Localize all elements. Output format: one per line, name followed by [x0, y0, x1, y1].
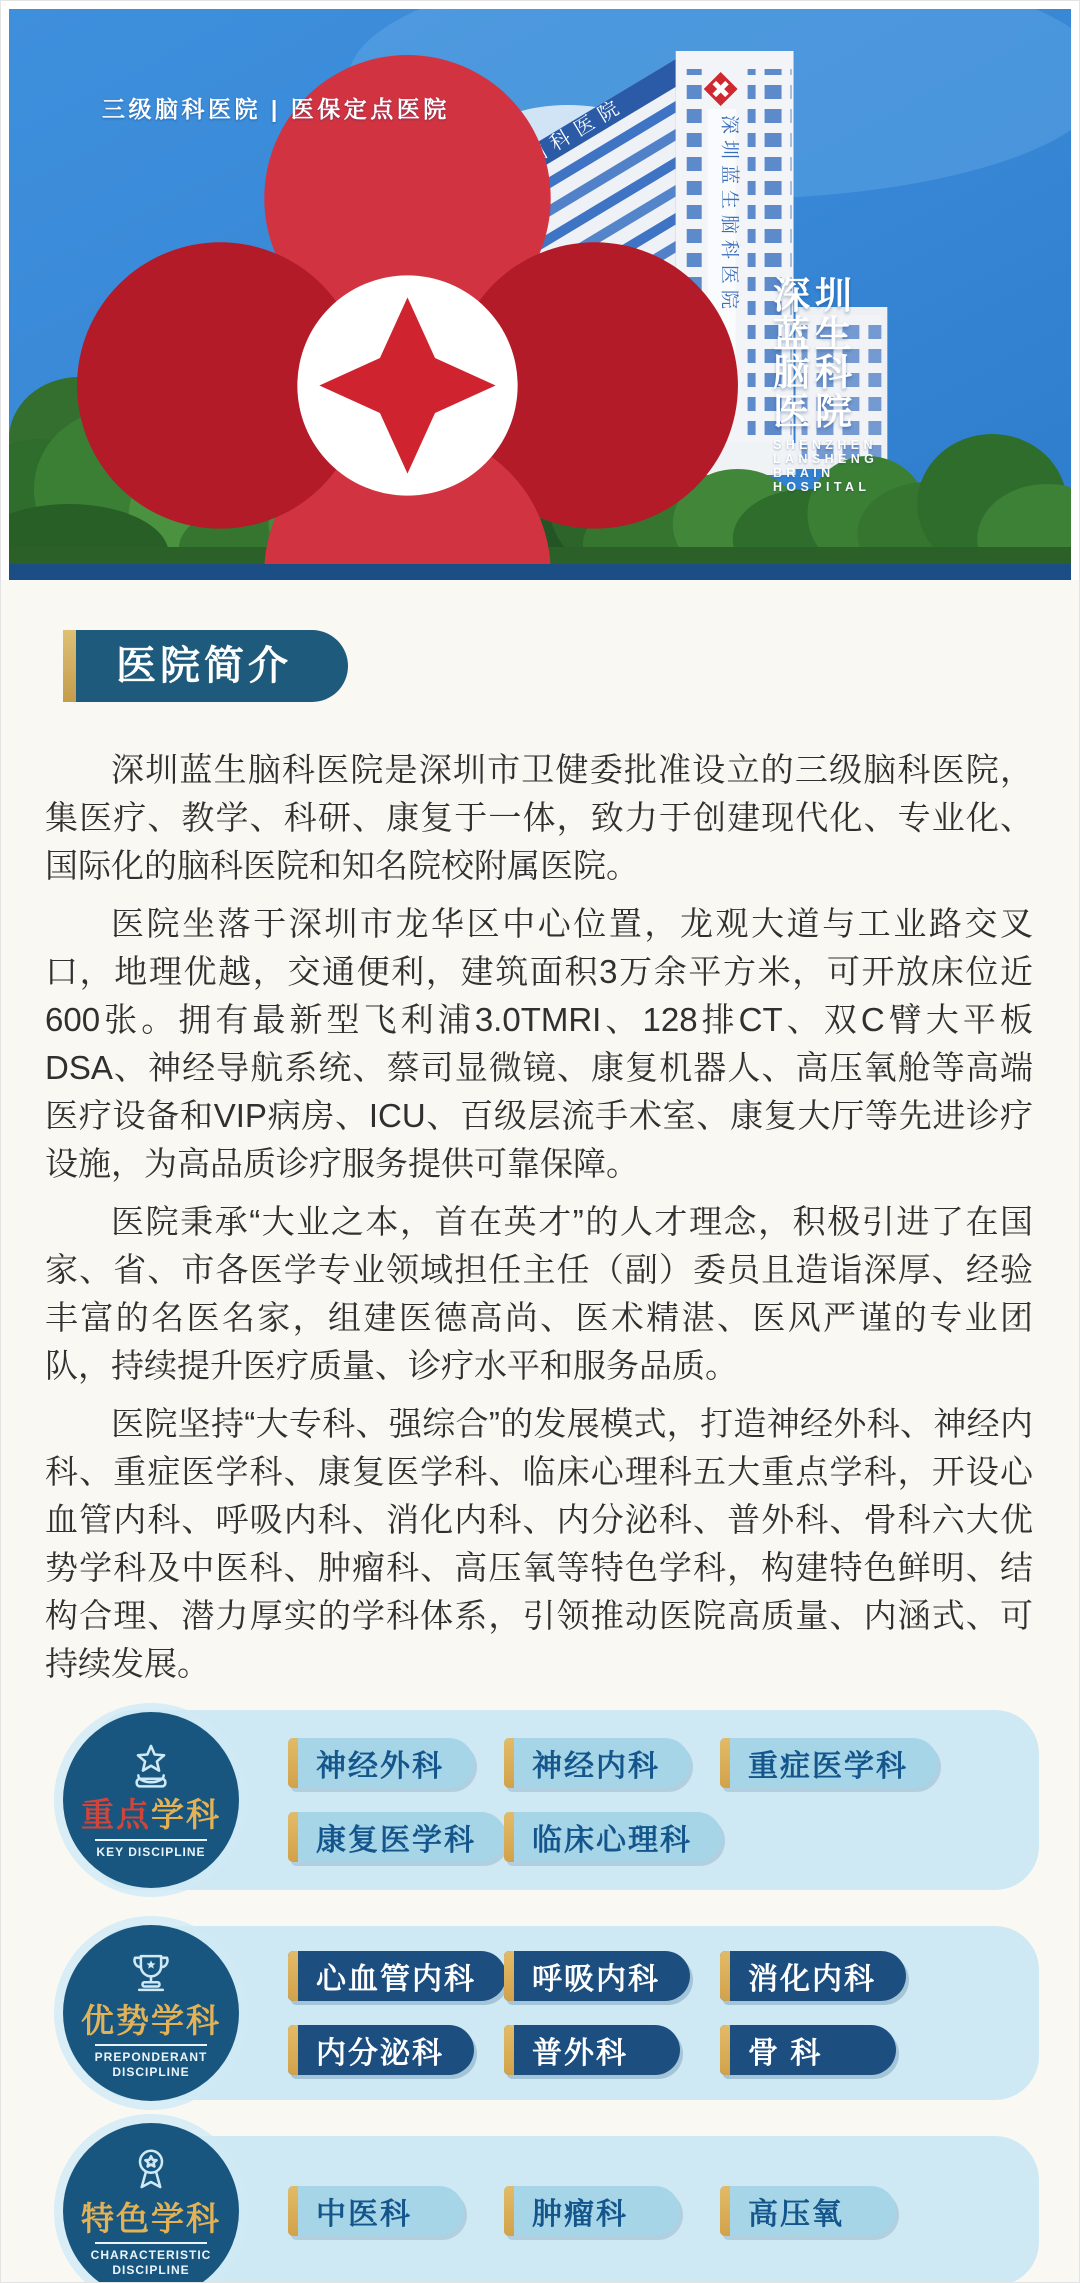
badge-title-cn: 特色学科 [81, 2199, 221, 2237]
badge-divider [95, 2242, 207, 2244]
characteristic-discipline-card [81, 2136, 1039, 2283]
discipline-pill[interactable]: 心血管内科 [288, 1951, 506, 2001]
section-header [63, 580, 1079, 702]
gold-accent-bar [63, 630, 76, 702]
paragraph-1: 深圳蓝生脑科医院是深圳市卫健委批准设立的三级脑科医院，集医疗、教学、科研、康复于一体，致力于创建现代化、专业化、国际化的脑科医院和知名院校附属医院。 [45, 751, 1033, 884]
hero-photo [9, 9, 1071, 564]
badge-title-cn: 重点学科 [81, 1796, 221, 1834]
discipline-pill[interactable]: 肿瘤科 [504, 2186, 680, 2236]
discipline-cards [81, 1710, 1039, 2283]
characteristic-discipline-list [288, 2136, 1039, 2283]
key-discipline-list [288, 1710, 1039, 1890]
discipline-pill[interactable]: 骨 科 [720, 2025, 896, 2075]
badge-title-en: KEY DISCIPLINE [96, 1844, 206, 1859]
intro-section [1, 580, 1079, 2283]
badge-divider [95, 2044, 207, 2046]
discipline-pill[interactable]: 临床心理科 [504, 1812, 722, 1862]
badge-title-en: CHARACTERISTIC DISCIPLINE [90, 2248, 212, 2278]
navy-divider-strip [9, 564, 1071, 580]
paragraph-2: 医院坐落于深圳市龙华区中心位置，龙观大道与工业路交叉口，地理优越，交通便利，建筑面积3万余平方米，可开放床位近600张。拥有最新型飞利浦3.0TMRI、128排CT、双C臂大平板DSA、神经导航系统、蔡司显微镜、康复机器人、高压氧舱等高端医疗设备和VIP病房、ICU、百级层流手术室、康复大厅等先进诊疗设施，为高品质诊疗服务提供可靠保障。 [45, 905, 1033, 1182]
intro-paragraphs [45, 746, 1033, 1688]
discipline-pill[interactable]: 高压氧 [720, 2186, 896, 2236]
discipline-pill[interactable]: 呼吸内科 [504, 1951, 690, 2001]
discipline-pill[interactable]: 普外科 [504, 2025, 680, 2075]
paragraph-3: 医院秉承“大业之本，首在英才”的人才理念，积极引进了在国家、省、市各医学专业领域担任主任（副）委员且造诣深厚、经验丰富的名医名家，组建医德高尚、医术精湛、医风严谨的专业团队，持续提升医疗质量、诊疗水平和服务品质。 [45, 1203, 1033, 1384]
discipline-pill[interactable]: 内分泌科 [288, 2025, 474, 2075]
section-title: 医院简介 [76, 630, 348, 702]
discipline-pill[interactable]: 神经外科 [288, 1738, 474, 1788]
badge-title-cn: 优势学科 [81, 2001, 221, 2039]
preponderant-discipline-card [81, 1926, 1039, 2100]
hospital-name-cn: 深圳蓝生脑科医院 [772, 274, 857, 433]
paragraph-4: 医院坚持“大专科、强综合”的发展模式，打造神经外科、神经内科、重症医学科、康复医学科、临床心理科五大重点学科，开设心血管内科、呼吸内科、消化内科、内分泌科、普外科、骨科六大优势学科及中医科、肿瘤科、高压氧等特色学科，构建特色鲜明、结构合理、潜力厚实的学科体系，引领推动医院高质量、内涵式、可持续发展。 [45, 1405, 1033, 1682]
discipline-pill[interactable]: 康复医学科 [288, 1812, 506, 1862]
key-discipline-badge [63, 1712, 239, 1888]
hospital-name-en: SHENZHEN LANSHENG BRAIN HOSPITAL [772, 438, 879, 495]
trophy-icon [124, 1946, 178, 2000]
badge-title-en: PREPONDERANT DISCIPLINE [94, 2050, 208, 2080]
medal-icon [124, 2144, 178, 2198]
discipline-pill[interactable]: 中医科 [288, 2186, 464, 2236]
discipline-pill[interactable]: 重症医学科 [720, 1738, 938, 1788]
star-podium-icon [124, 1740, 178, 1794]
hospital-tagline: 三级脑科医院 | 医保定点医院 [102, 96, 450, 122]
preponderant-discipline-badge [63, 1925, 239, 2101]
discipline-pill[interactable]: 神经内科 [504, 1738, 690, 1788]
key-discipline-card [81, 1710, 1039, 1890]
preponderant-discipline-list [288, 1926, 1039, 2100]
building-side-sign: 深圳蓝生脑科医院 [718, 115, 740, 315]
characteristic-discipline-badge [63, 2123, 239, 2283]
discipline-pill[interactable]: 消化内科 [720, 1951, 906, 2001]
badge-divider [95, 1839, 207, 1841]
